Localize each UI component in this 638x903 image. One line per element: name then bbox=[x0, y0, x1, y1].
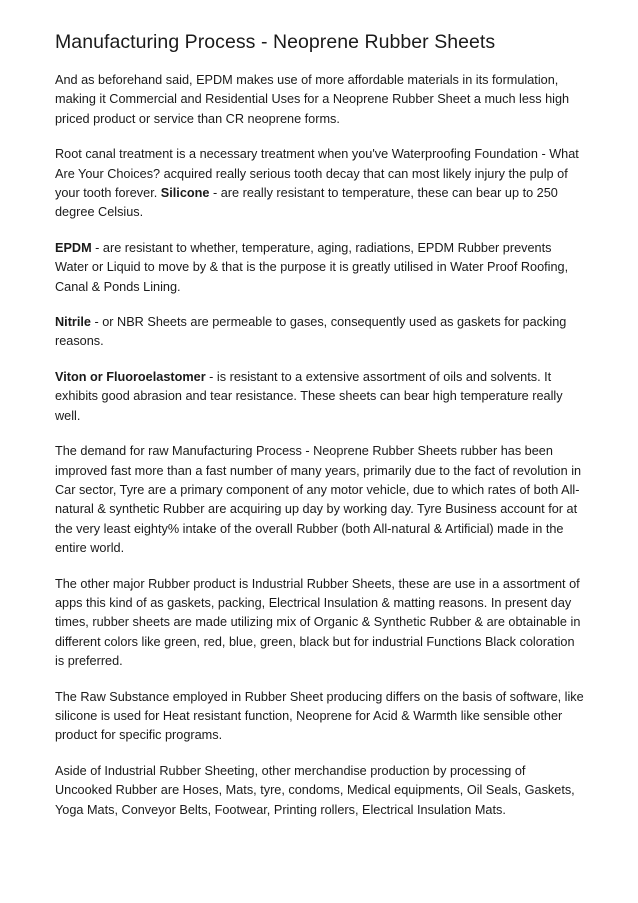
paragraph-industrial-sheets bbox=[55, 575, 585, 672]
paragraph-viton bbox=[55, 368, 585, 426]
paragraph-demand bbox=[55, 442, 585, 558]
term-nitrile: Nitrile bbox=[55, 315, 91, 330]
paragraph-text: - or NBR Sheets are permeable to gases, consequently used as gaskets for packing reasons. bbox=[55, 315, 567, 349]
paragraph-text: Root canal treatment is a necessary treatment when you've Waterproofing Foundation - What Are Your Choices? acquired really serious tooth decay that can most likely injury the pulp of your tooth forever. bbox=[55, 147, 579, 201]
paragraph-epdm bbox=[55, 239, 585, 297]
term-silicone: Silicone bbox=[160, 186, 210, 201]
paragraph-text: And as beforehand said, EPDM makes use of more affordable materials in its formulation, making it Commercial and Residential Uses for a Neoprene Rubber Sheet a much less high priced product or service than CR neoprene forms. bbox=[55, 73, 570, 126]
document-page bbox=[55, 0, 585, 820]
paragraph-tail: - are really resistant to temperature, these can bear up to 250 degree Celsius. bbox=[55, 186, 558, 220]
paragraph-text: The Raw Substance employed in Rubber Sheet producing differs on the basis of software, like silicone is used for Heat resistant function, Neoprene for Acid & Warmth like sensible other product for specific programs. bbox=[55, 689, 584, 743]
paragraph-raw-substance bbox=[55, 688, 585, 746]
page-title: Manufacturing Process - Neoprene Rubber Sheets bbox=[55, 31, 496, 53]
paragraph-nitrile bbox=[55, 313, 585, 352]
paragraph-text: - is resistant to a extensive assortment of oils and solvents. It exhibits good abrasion and tear resistance. These sheets can bear high temperature really well. bbox=[55, 369, 563, 423]
paragraph-epdm-affordable bbox=[55, 71, 585, 129]
paragraph-text: - are resistant to whether, temperature, aging, radiations, EPDM Rubber prevents Water or Liquid to move by & that is the purpose it is greatly utilised in Water Proof Roofing, Canal & Ponds Lining. bbox=[55, 240, 569, 294]
paragraph-text: The demand for raw Manufacturing Process - Neoprene Rubber Sheets rubber has been improved fast more than a fast number of many years, primarily due to the fact of revolution in Car sector, Tyre are a primary component of any motor vehicle, due to which rates of both All-natural & synthetic Rubber are acquiring up day by working day. Tyre Business account for at the very least eighty% intake of the overall Rubber (both All-natural & Artificial) made in the entire world. bbox=[55, 444, 582, 556]
paragraph-root-canal bbox=[55, 145, 585, 223]
paragraph-text: The other major Rubber product is Industrial Rubber Sheets, these are use in a assortment of apps this kind of as gaskets, packing, Electrical Insulation & matting reasons. In present day times, rubber sheets are made utilizing mix of Organic & Synthetic Rubber & are obtainable in different colors like green, red, blue, green, black but for industrial Functions Black coloration is preferred. bbox=[55, 576, 581, 669]
paragraph-other-products bbox=[55, 762, 585, 820]
term-viton: Viton or Fluoroelastomer bbox=[55, 369, 206, 384]
paragraph-text: Aside of Industrial Rubber Sheeting, other merchandise production by processing of Uncooked Rubber are Hoses, Mats, tyre, condoms, Medical equipments, Oil Seals, Gaskets, Yoga Mats, Conveyor Belts, Footwear, Printing rollers, Electrical Insulation Mats. bbox=[55, 763, 575, 817]
term-epdm: EPDM bbox=[55, 240, 92, 255]
